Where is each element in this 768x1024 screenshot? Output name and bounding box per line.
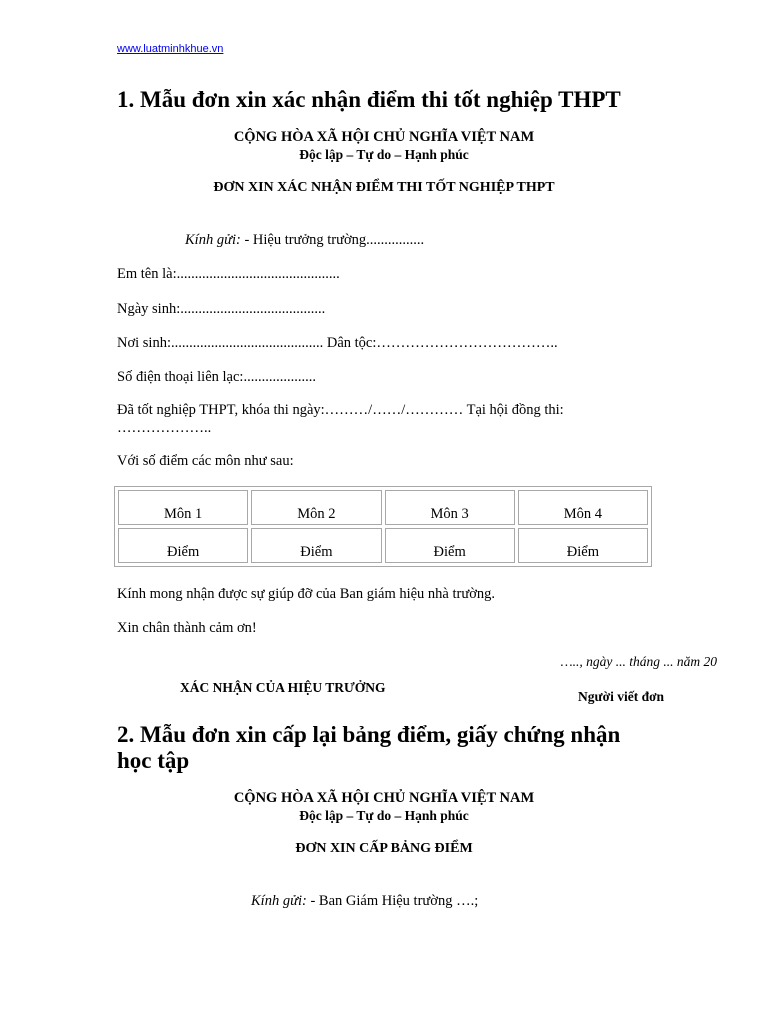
recipient-text: - Hiệu trưởng trường................ bbox=[240, 232, 425, 248]
scores-table bbox=[114, 486, 652, 567]
table-cell: Điểm bbox=[251, 528, 381, 563]
table-row bbox=[118, 528, 648, 563]
principal-confirmation: XÁC NHẬN CỦA HIỆU TRƯỞNG bbox=[180, 680, 386, 695]
recipient-line-1 bbox=[185, 232, 424, 249]
scores-intro: Với số điểm các môn như sau: bbox=[117, 453, 294, 469]
field-birthdate: Ngày sinh:........................................ bbox=[117, 301, 326, 317]
table-cell: Môn 1 bbox=[118, 490, 248, 525]
field-birthplace-ethnicity: Nơi sinh:.......................................... Dân tộc:……………………………….. bbox=[117, 335, 558, 351]
website-link[interactable]: www.luatminhkhue.vn bbox=[117, 43, 224, 55]
section2-heading-line2: học tập bbox=[117, 748, 190, 773]
form-title-1: ĐƠN XIN XÁC NHẬN ĐIỂM THI TỐT NGHIỆP THPT bbox=[213, 180, 555, 195]
field-name: Em tên là:............................................. bbox=[117, 266, 340, 282]
recipient-text: - Ban Giám Hiệu trường ….; bbox=[306, 893, 479, 909]
table-cell: Điểm bbox=[385, 528, 515, 563]
table-cell: Môn 3 bbox=[385, 490, 515, 525]
motto-1: Độc lập – Tự do – Hạnh phúc bbox=[299, 147, 469, 162]
national-title-1: CỘNG HÒA XÃ HỘI CHỦ NGHĨA VIỆT NAM bbox=[233, 129, 535, 145]
date-line: ….., ngày ... tháng ... năm 20 bbox=[560, 654, 717, 669]
recipient-label: Kính gửi: bbox=[185, 232, 241, 248]
national-title-2: CỘNG HÒA XÃ HỘI CHỦ NGHĨA VIỆT NAM bbox=[233, 790, 535, 806]
form-title-2: ĐƠN XIN CẤP BẢNG ĐIỂM bbox=[295, 841, 473, 856]
section2-heading-line1: 2. Mẫu đơn xin cấp lại bảng điểm, giấy chứng nhận bbox=[117, 722, 621, 747]
applicant-signature: Người viết đơn bbox=[578, 689, 665, 704]
table-header-row bbox=[118, 490, 648, 525]
closing-thanks: Xin chân thành cảm ơn! bbox=[117, 620, 257, 636]
section1-heading: 1. Mẫu đơn xin xác nhận điểm thi tốt nghiệp THPT bbox=[117, 87, 621, 112]
table-cell: Môn 2 bbox=[251, 490, 381, 525]
recipient-line-2 bbox=[251, 893, 478, 910]
field-graduation: Đã tốt nghiệp THPT, khóa thi ngày:………/……/………… Tại hội đồng thi: bbox=[117, 402, 564, 418]
table-cell: Môn 4 bbox=[518, 490, 648, 525]
table-cell: Điểm bbox=[118, 528, 248, 563]
field-graduation-cont: ……………….. bbox=[117, 420, 212, 436]
motto-2: Độc lập – Tự do – Hạnh phúc bbox=[299, 808, 469, 823]
recipient-label: Kính gửi: bbox=[251, 893, 307, 909]
table-cell: Điểm bbox=[518, 528, 648, 563]
closing-request: Kính mong nhận được sự giúp đỡ của Ban giám hiệu nhà trường. bbox=[117, 586, 496, 602]
field-phone: Số điện thoại liên lạc:.................... bbox=[117, 369, 316, 385]
